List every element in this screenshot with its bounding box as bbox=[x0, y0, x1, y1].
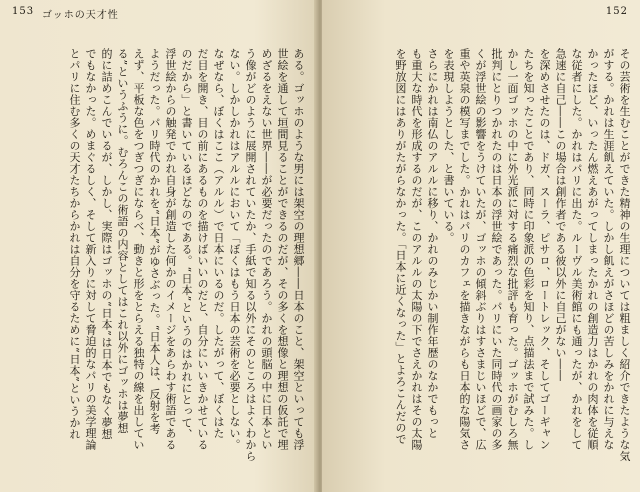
text-column: る”というふうに。むろんこの術語の内容としてはこれ以外にゴッホは夢想 bbox=[116, 48, 129, 434]
text-column: ない。しかしかれはアルルにおいて「ぼくはもう日本の芸術を必要としない。 bbox=[228, 48, 241, 451]
text-column: を深めさせたのは、ドガ、スーラ、ピサロ、ロートレック、そしてゴーギャン bbox=[538, 48, 551, 451]
text-column: 浮世絵からの触発でかれ自身が創造した何かのイメージをあらわす術語である bbox=[164, 48, 177, 451]
text-column: たちを知ったことであり、同時に印象派の色彩を知り、点描法まで試みた。し bbox=[522, 48, 535, 451]
left-page-number: 153 bbox=[12, 6, 35, 17]
text-column: ある。ゴッホのような男には架空の理想郷――日本のこと、架空といっても浮 bbox=[292, 48, 305, 451]
text-column: なぜなら、ぼくはここ（アルル）で日本にいるのだ。したがって、ぼくはた bbox=[212, 48, 225, 439]
text-column: な従者にした。かれはパリに出た。ルーヴル美術館にも通ったが、かれをして bbox=[570, 48, 583, 451]
text-column: 的に詰めこんでいるが、しかし、実際はゴッホの“日本”は日本でもなく夢想 bbox=[100, 48, 113, 440]
right-page bbox=[322, 0, 640, 492]
text-column: 重や英泉の模写までした。かれはパリのカフェを描きながらも日本的な陽気さ bbox=[458, 48, 471, 451]
text-column: その芸術を生むことができた精神の生理については粗ましく紹介できたような気 bbox=[618, 48, 631, 462]
text-column: だ目を開き、目の前にあるものを描けばいいのだと、自分にいいきかせている bbox=[196, 48, 209, 451]
text-column: のだから」と書いているほどなのである。“日本”というのはかれにとって、 bbox=[180, 48, 193, 440]
text-column: かったほど、いったん燃えあがってしまったかれの創造力はかれの肉体を従順 bbox=[586, 48, 599, 451]
text-column: めざるをえない世界――が必要だったのであろう。かれの頭脳の中に日本とい bbox=[260, 48, 273, 451]
text-column: も重大な時代を形成するのだが、このアルルの太陽の下でさえかれはその太陽 bbox=[410, 48, 423, 451]
text-column: 批判にとりつかれたのは日本の浮世絵であった。パリにいた同時代の画家の多 bbox=[490, 48, 503, 451]
running-title: ゴッホの天才性 bbox=[42, 10, 119, 21]
right-page-number: 152 bbox=[605, 6, 628, 17]
text-column: を表現しようとした、と書いている。 bbox=[442, 48, 455, 244]
text-column: 世絵を通して垣間見ることができるのだが、その多くを想像と理想の仮託で埋 bbox=[276, 48, 289, 451]
text-column: さらにかれは南仏のアルルに移り、かれのみじかい制作年歴のなかでもっと bbox=[426, 48, 439, 439]
text-column: えず、平板な色をつぎつぎにならべ、動きと形をとらえる独特の線を出してい bbox=[132, 48, 145, 451]
left-page-body bbox=[14, 48, 306, 488]
text-column: とパリに住む多くの天才たちからかれは自分を守るために“日本”というかれ bbox=[68, 48, 81, 440]
text-column: くが浮世絵の影響をうけていたが、ゴッホの傾斜ぶりはすさまじいほどで、広 bbox=[474, 48, 487, 451]
right-page-body bbox=[332, 48, 632, 488]
text-column: がする。かれは生涯飢えていた。しかし飢えがさほどの苦しみをかれに与えな bbox=[602, 48, 615, 451]
text-column: かし一面ゴッホの中に外光派に対する痛烈な批評も育った。ゴッホがむしろ無 bbox=[506, 48, 519, 451]
text-column: ようだった。パリ時代のかれを“日本”がゆさぶった。“日本人は、反射を考 bbox=[148, 48, 161, 435]
text-column: を野放図にはありがたがらなかった。「日本に近くなった」とよろこんだので bbox=[394, 48, 407, 445]
left-page bbox=[0, 0, 318, 492]
text-column: でもなかった。めまぐるしく、そして新入りに対して脅迫的なパリの美学理論 bbox=[84, 48, 97, 451]
text-column: 急速に自己――この場合は創作者である彼以外に自己がない―― bbox=[554, 48, 567, 382]
text-column: う像がどのように展開されていたか、手紙で知る以外にそのところはよくわから bbox=[244, 48, 257, 462]
